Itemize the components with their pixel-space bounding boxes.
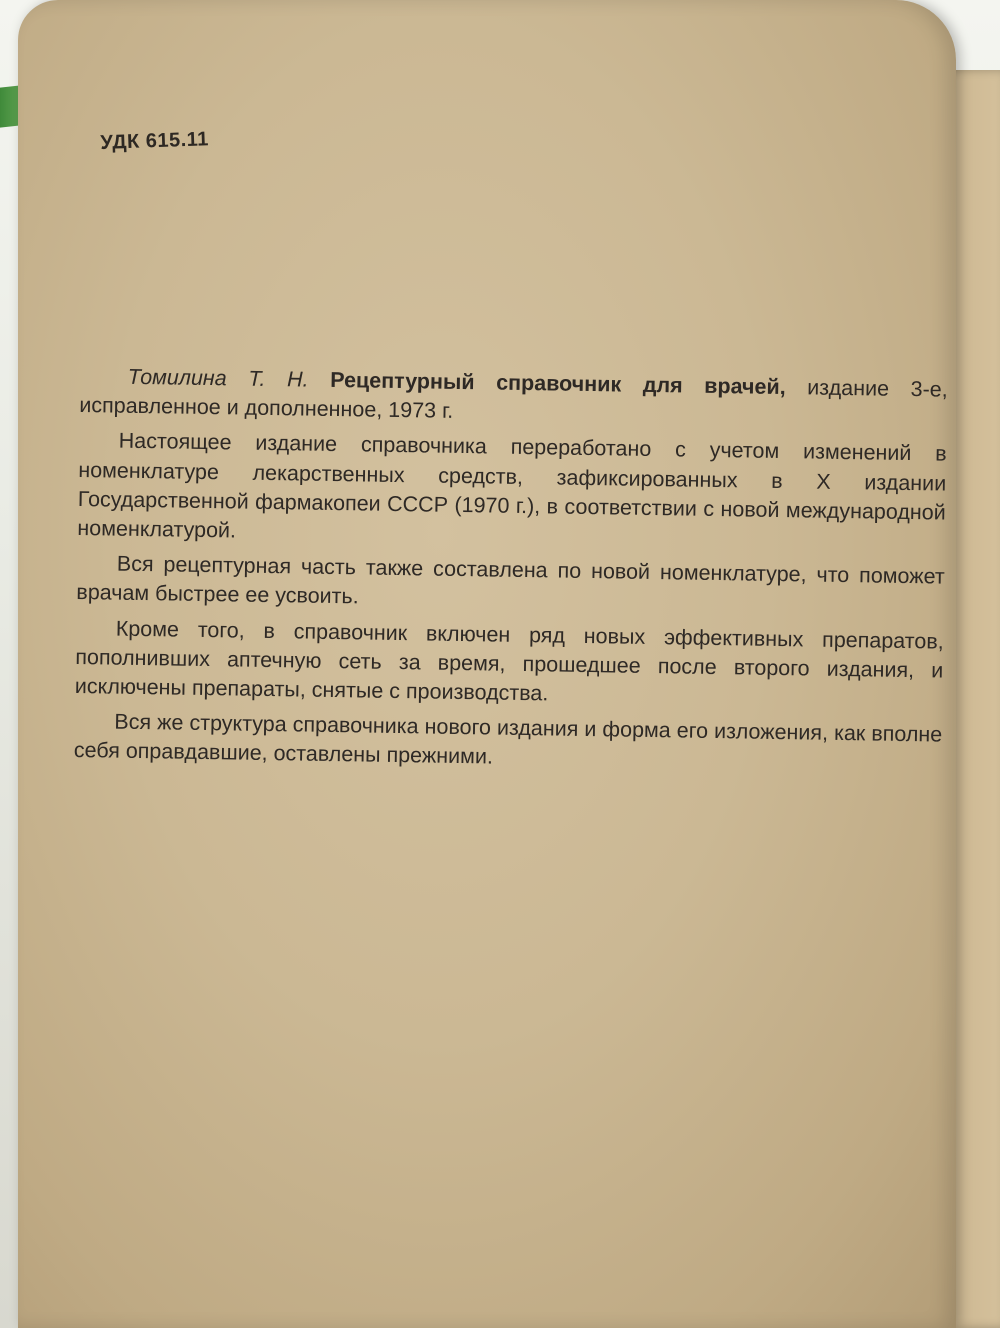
udk-code: УДК 615.11 — [100, 128, 210, 154]
bibliographic-description — [79, 362, 948, 434]
paragraph-4: Вся же структура справочника нового издания и форма его изложения, как вполне себя оправдавшие, оставлены прежними. — [73, 709, 943, 769]
book-title: Рецептурный справочник для врачей, — [330, 367, 786, 400]
paragraph-1: Настоящее издание справочника переработано с учетом изменений в номенклатуре лекарственных средств, зафиксированных в X издании Государственной фармакопеи СССР (1970 г.), в соответствии с новой международной номенклатурой. — [77, 429, 947, 543]
annotation-text — [74, 362, 948, 785]
edition-info: издание 3-е, исправленное и дополненное, 1973 г. — [79, 375, 948, 424]
paragraph-2: Вся рецептурная часть также составлена по новой номенклатуре, что поможет врачам быстрее ее усвоить. — [76, 551, 945, 609]
paragraph-3: Кроме того, в справочник включен ряд новых эффективных препаратов, пополнивших аптечную сеть за время, прошедшее после второго издания, и исключены препараты, снятые с производства. — [74, 616, 944, 706]
author-name: Томилина Т. Н. — [127, 364, 309, 392]
